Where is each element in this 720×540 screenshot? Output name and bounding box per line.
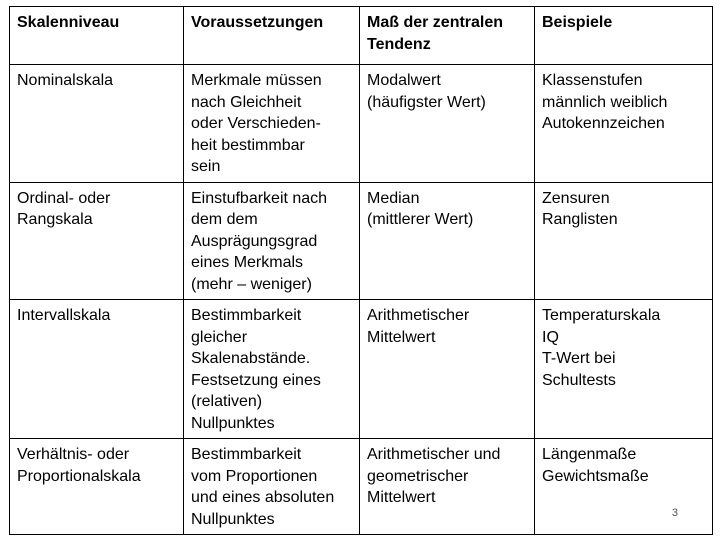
header-scale-level: Skalenniveau — [10, 7, 184, 65]
table-row-ordinal — [10, 182, 713, 300]
cell-scale-level: Verhältnis- oder Proportionalskala — [10, 439, 184, 535]
cell-scale-level: Nominalskala — [10, 65, 184, 183]
cell-scale-level: Intervallskala — [10, 300, 184, 439]
page-number: 3 — [671, 507, 678, 519]
table-header-row — [10, 7, 713, 65]
cell-examples: Klassenstufen männlich weiblich Autokennzeichen — [535, 65, 713, 183]
cell-central-tendency: Arithmetischer Mittelwert — [360, 300, 535, 439]
cell-requirements: Bestimmbarkeit gleicher Skalenabstände. Festsetzung eines (relativen) Nullpunktes — [184, 300, 360, 439]
cell-examples: Temperaturskala IQ T-Wert bei Schultests — [535, 300, 713, 439]
table-row-nominal — [10, 65, 713, 183]
scale-levels-table — [9, 6, 713, 535]
header-examples: Beispiele — [535, 7, 713, 65]
cell-central-tendency: Modalwert (häufigster Wert) — [360, 65, 535, 183]
cell-examples: Längenmaße Gewichtsmaße — [535, 439, 713, 535]
cell-scale-level: Ordinal- oder Rangskala — [10, 182, 184, 300]
header-central-tendency: Maß der zentralen Tendenz — [360, 7, 535, 65]
cell-requirements: Bestimmbarkeit vom Proportionen und eines absoluten Nullpunktes — [184, 439, 360, 535]
table-row-ratio — [10, 439, 713, 535]
cell-requirements: Merkmale müssen nach Gleichheit oder Verschieden- heit bestimmbar sein — [184, 65, 360, 183]
table-row-interval — [10, 300, 713, 439]
cell-examples: Zensuren Ranglisten — [535, 182, 713, 300]
cell-central-tendency: Median (mittlerer Wert) — [360, 182, 535, 300]
cell-central-tendency: Arithmetischer und geometrischer Mittelwert — [360, 439, 535, 535]
header-requirements: Voraussetzungen — [184, 7, 360, 65]
cell-requirements: Einstufbarkeit nach dem dem Ausprägungsgrad eines Merkmals (mehr – weniger) — [184, 182, 360, 300]
